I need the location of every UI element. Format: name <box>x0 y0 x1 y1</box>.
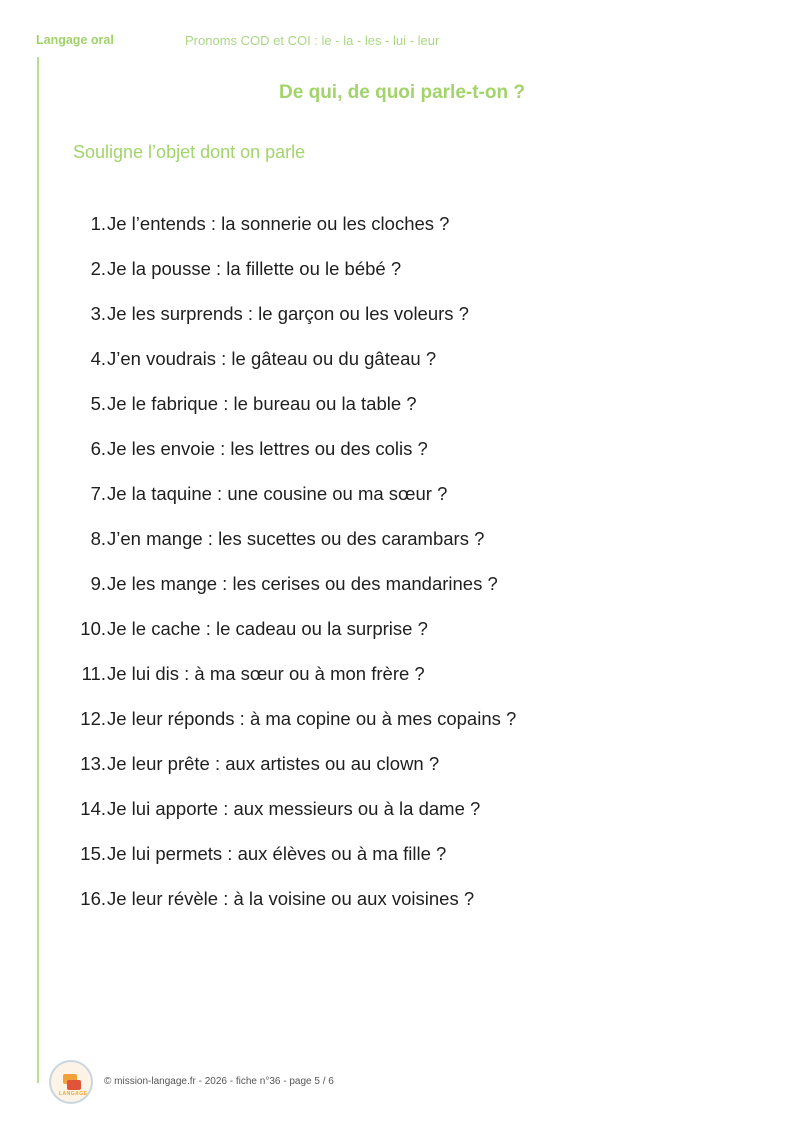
question-number: 3. <box>90 303 106 324</box>
question-number: 14. <box>80 798 106 819</box>
speech-bubble-icon <box>67 1080 81 1090</box>
question-number: 12. <box>80 708 106 729</box>
question-number: 10. <box>80 618 106 639</box>
question-text: Je les envoie : les lettres ou des colis ? <box>107 438 428 459</box>
question-number: 8. <box>90 528 106 549</box>
question-number: 6. <box>90 438 106 459</box>
question-number: 1. <box>90 213 106 234</box>
question-item <box>70 256 516 301</box>
question-item <box>70 346 516 391</box>
question-item <box>70 526 516 571</box>
question-number: 16. <box>80 888 106 909</box>
question-text: Je lui apporte : aux messieurs ou à la dame ? <box>107 798 481 819</box>
question-text: Je la taquine : une cousine ou ma sœur ? <box>107 483 448 504</box>
question-item <box>70 211 516 256</box>
question-number: 2. <box>90 258 106 279</box>
instruction-text: Souligne l’objet dont on parle <box>73 142 306 162</box>
question-item <box>70 436 516 481</box>
page-title: De qui, de quoi parle-t-on ? <box>279 82 525 103</box>
question-item <box>70 661 516 706</box>
question-text: Je le fabrique : le bureau ou la table ? <box>107 393 417 414</box>
question-item <box>70 616 516 661</box>
question-item <box>70 706 516 751</box>
question-item <box>70 391 516 436</box>
question-list <box>70 211 516 931</box>
question-item <box>70 481 516 526</box>
question-text: Je le cache : le cadeau ou la surprise ? <box>107 618 428 639</box>
header-category: Langage oral <box>36 33 114 47</box>
question-number: 5. <box>90 393 106 414</box>
mission-langage-logo-icon <box>49 1060 93 1104</box>
question-text: Je leur réponds : à ma copine ou à mes copains ? <box>107 708 517 729</box>
question-text: Je les surprends : le garçon ou les voleurs ? <box>107 303 469 324</box>
question-number: 15. <box>80 843 106 864</box>
question-text: J’en voudrais : le gâteau ou du gâteau ? <box>107 348 437 369</box>
question-text: Je l’entends : la sonnerie ou les cloches ? <box>107 213 450 234</box>
question-text: Je leur révèle : à la voisine ou aux voisines ? <box>107 888 475 909</box>
footer-copyright: © mission-langage.fr - 2026 - fiche n°36 - page 5 / 6 <box>104 1076 334 1087</box>
question-text: Je leur prête : aux artistes ou au clown ? <box>107 753 440 774</box>
side-rule-divider <box>37 57 39 1083</box>
question-item <box>70 886 516 931</box>
question-item <box>70 301 516 346</box>
question-number: 13. <box>80 753 106 774</box>
question-item <box>70 571 516 616</box>
question-item <box>70 796 516 841</box>
logo-text: LANGAGE <box>59 1091 88 1097</box>
question-text: Je lui dis : à ma sœur ou à mon frère ? <box>107 663 425 684</box>
question-number: 11. <box>81 663 106 684</box>
question-text: J’en mange : les sucettes ou des carambars ? <box>107 528 485 549</box>
question-item <box>70 751 516 796</box>
question-item <box>70 841 516 886</box>
question-number: 4. <box>90 348 106 369</box>
question-text: Je lui permets : aux élèves ou à ma fille ? <box>107 843 447 864</box>
question-text: Je les mange : les cerises ou des mandarines ? <box>107 573 498 594</box>
question-number: 9. <box>90 573 106 594</box>
header-topic: Pronoms COD et COI : le - la - les - lui - leur <box>185 33 440 48</box>
question-text: Je la pousse : la fillette ou le bébé ? <box>107 258 402 279</box>
question-number: 7. <box>90 483 106 504</box>
